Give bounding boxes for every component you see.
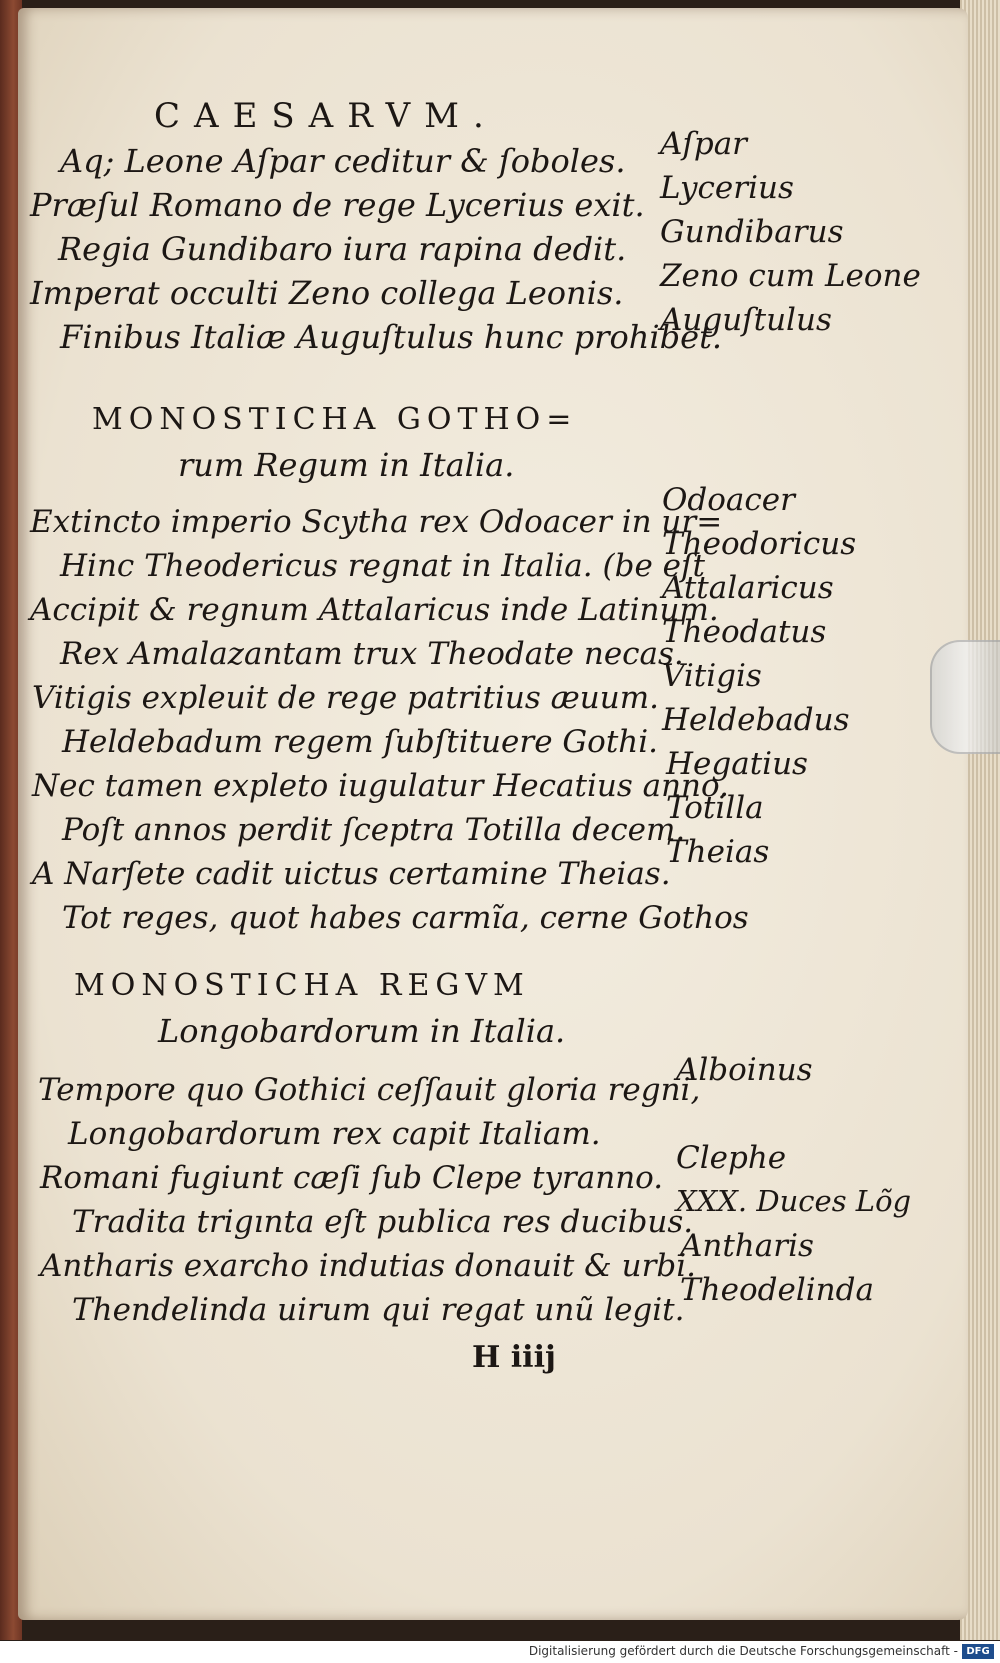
verse-line: Longobardorum rex capit Italiam.: [68, 1116, 601, 1152]
verse-line: Tot reges, quot habes carmĩa, cerne Gothos: [62, 900, 749, 936]
dfg-logo: DFG: [962, 1644, 994, 1659]
margin-name: Theias: [666, 834, 770, 870]
verse-line: Tempore quo Gothici ceſſauit gloria regni,: [38, 1072, 701, 1108]
footer-bar: [0, 1641, 1000, 1663]
book-page: [18, 8, 968, 1620]
signature-mark: H iiij: [472, 1340, 556, 1375]
verse-line: Tradita trigınta eſt publica res ducibus.: [72, 1204, 694, 1240]
section-heading-sub: Longobardorum in Italia.: [158, 1012, 566, 1050]
margin-name: Gundibarus: [660, 214, 844, 250]
page-title: CAESARVM.: [154, 96, 498, 136]
margin-name: Zeno cum Leone: [660, 258, 921, 294]
margin-name: Totilla: [666, 790, 764, 826]
margin-name: XXX. Duces Lõg: [676, 1184, 912, 1218]
margin-name: Clephe: [676, 1140, 787, 1176]
section-heading: MONOSTICHA REGVM: [74, 968, 530, 1003]
margin-name: Odoacer: [662, 482, 795, 518]
verse-line: Accipit & regnum Attalaricus inde Latinum.: [30, 592, 719, 628]
verse-line: Thendelinda uirum qui regat unũ legit.: [72, 1292, 685, 1328]
verse-line: Romani fugiunt cæſi ſub Clepe tyranno.: [40, 1160, 664, 1196]
page-clip: [930, 640, 1000, 754]
verse-line: Antharis exarcho indutias donauit & urbi.: [40, 1248, 697, 1284]
margin-name: Hegatius: [666, 746, 808, 782]
margin-name: Theodatus: [662, 614, 827, 650]
section-heading: MONOSTICHA GOTHO=: [92, 402, 578, 437]
margin-name: Alboinus: [676, 1052, 813, 1088]
section-heading-sub: rum Regum in Italia.: [178, 446, 515, 484]
margin-name: Heldebadus: [662, 702, 850, 738]
verse-line: Extincto imperio Scytha rex Odoacer in ur=: [30, 504, 723, 540]
verse-line: Hinc Theodericus regnat in Italia. (be eſt: [60, 548, 705, 584]
verse-line: Imperat occulti Zeno collega Leonis.: [30, 274, 624, 312]
verse-line: Regia Gundibaro iura rapina dedit.: [58, 230, 627, 268]
verse-line: Vitigis expleuit de rege patritius æuum.: [32, 680, 659, 716]
margin-name: Theodelinda: [680, 1272, 874, 1308]
margin-name: Theodoricus: [662, 526, 857, 562]
verse-line: Heldebadum regem ſubſtituere Gothi.: [62, 724, 659, 760]
margin-name: Aſpar: [660, 126, 748, 162]
verse-line: Nec tamen expleto iugulatur Hecatius anno.: [32, 768, 729, 804]
verse-line: Præſul Romano de rege Lycerius exit.: [30, 186, 645, 224]
footer-credit: Digitalisierung gefördert durch die Deutsche Forschungsgemeinschaft -: [528, 1644, 958, 1658]
verse-line: Finibus Italiæ Auguſtulus hunc prohibet.: [60, 318, 723, 356]
verse-line: Poſt annos perdit ſceptra Totilla decem.: [62, 812, 686, 848]
margin-name: Vitigis: [662, 658, 762, 694]
margin-name: Lycerius: [660, 170, 794, 206]
margin-name: Attalaricus: [662, 570, 834, 606]
margin-name: Auguſtulus: [660, 302, 832, 338]
verse-line: Aq; Leone Aſpar ceditur & ſoboles.: [60, 142, 626, 180]
verse-line: A Narſete cadit uictus certamine Theias.: [32, 856, 671, 892]
margin-name: Antharis: [680, 1228, 814, 1264]
verse-line: Rex Amalazantam trux Theodate necas.: [60, 636, 684, 672]
